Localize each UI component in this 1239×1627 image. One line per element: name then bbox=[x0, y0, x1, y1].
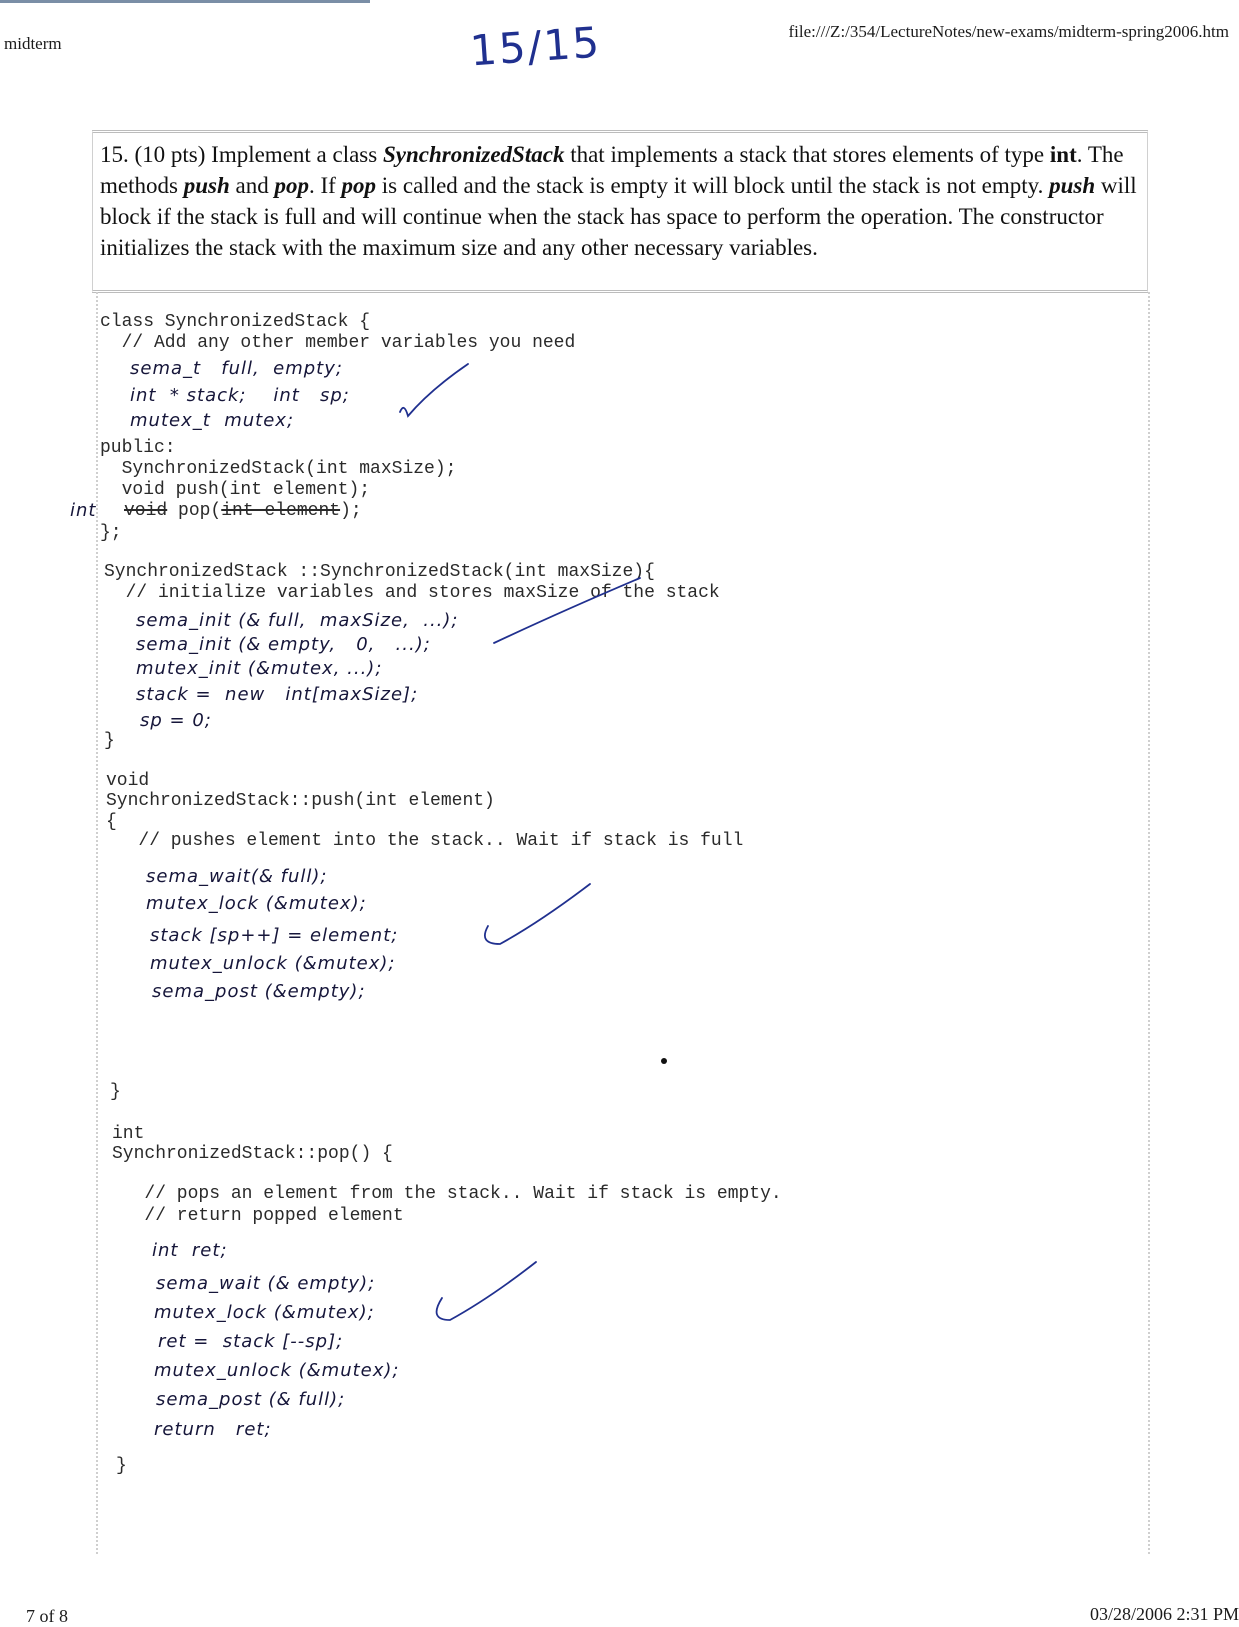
checkmark-icon bbox=[494, 578, 640, 643]
hand-pop-6: sema_post (& full); bbox=[156, 1389, 346, 1410]
class-name: SynchronizedStack bbox=[382, 142, 565, 167]
hand-pop-1: int ret; bbox=[152, 1240, 228, 1261]
page-header-url: file:///Z:/354/LectureNotes/new-exams/midterm-spring2006.htm bbox=[788, 22, 1229, 41]
hand-pop-4: ret = stack [--sp]; bbox=[158, 1331, 344, 1352]
hand-members-3: mutex_t mutex; bbox=[130, 410, 295, 431]
code-end-class: }; bbox=[100, 523, 122, 543]
hand-ctor-5: sp = 0; bbox=[140, 710, 212, 731]
code-pop-comment1: // pops an element from the stack.. Wait if stack is empty. bbox=[112, 1184, 782, 1204]
question-text: 15. (10 pts) Implement a class SynchronizedStack that implements a stack that stores elements of type int. The methods push and pop. If pop is called and the stack is empty it will block until the stack is not empty. push will block if the stack is full and will continue when the stack has space to perform the operation. The constructor initializes the stack with the maximum size and any other necessary variables. bbox=[100, 142, 1137, 260]
hand-pop-int: int bbox=[70, 500, 97, 521]
hand-pop-2: sema_wait (& empty); bbox=[156, 1273, 376, 1294]
code-ctor-def: SynchronizedStack ::SynchronizedStack(int maxSize){ bbox=[104, 562, 655, 582]
hand-pop-7: return ret; bbox=[154, 1419, 272, 1440]
hand-push-3: stack [sp++] = element; bbox=[150, 925, 399, 946]
grade-score: 15/15 bbox=[468, 17, 603, 76]
code-close-ctor: } bbox=[104, 731, 115, 751]
code-public: public: bbox=[100, 438, 176, 458]
code-close-push: } bbox=[110, 1082, 121, 1102]
hand-ctor-1: sema_init (& full, maxSize, ...); bbox=[136, 610, 459, 631]
code-pop-comment2: // return popped element bbox=[112, 1206, 404, 1226]
code-pop-def: SynchronizedStack::pop() { bbox=[112, 1144, 393, 1164]
ink-dot bbox=[661, 1058, 667, 1064]
code-pop-decl: void pop(int element); bbox=[124, 501, 362, 521]
footer-datetime: 03/28/2006 2:31 PM bbox=[1089, 1604, 1239, 1624]
code-push-comment: // pushes element into the stack.. Wait if stack is full bbox=[106, 831, 744, 851]
hand-members-1: sema_t full, empty; bbox=[130, 358, 343, 379]
code-ctor-comment: // initialize variables and stores maxSize of the stack bbox=[104, 583, 720, 603]
code-pop-ret: int bbox=[112, 1124, 145, 1144]
hand-members-2: int * stack; int sp; bbox=[130, 385, 350, 406]
hand-push-5: sema_post (&empty); bbox=[152, 981, 366, 1002]
code-class-decl: class SynchronizedStack { bbox=[100, 312, 371, 332]
code-push-decl: void push(int element); bbox=[100, 480, 371, 500]
hand-push-4: mutex_unlock (&mutex); bbox=[150, 953, 396, 974]
code-push-ret: void bbox=[106, 771, 150, 791]
code-open-brace: { bbox=[106, 812, 117, 832]
code-comment-members: // Add any other member variables you need bbox=[100, 333, 576, 353]
hand-ctor-4: stack = new int[maxSize]; bbox=[136, 684, 419, 705]
checkmark-icon bbox=[485, 884, 590, 944]
hand-push-1: sema_wait(& full); bbox=[146, 866, 328, 887]
code-ctor-decl: SynchronizedStack(int maxSize); bbox=[100, 459, 457, 479]
code-close-pop: } bbox=[116, 1456, 127, 1476]
code-push-def: SynchronizedStack::push(int element) bbox=[106, 791, 495, 811]
question-number: 15. bbox=[100, 142, 129, 167]
hand-pop-5: mutex_unlock (&mutex); bbox=[154, 1360, 400, 1381]
checkmark-icon bbox=[437, 1262, 536, 1320]
checkmark-icon bbox=[400, 364, 468, 416]
hand-pop-3: mutex_lock (&mutex); bbox=[154, 1302, 375, 1323]
footer-page-number: 7 of 8 bbox=[26, 1606, 68, 1626]
hand-ctor-2: sema_init (& empty, 0, ...); bbox=[136, 634, 431, 655]
hand-ctor-3: mutex_init (&mutex, ...); bbox=[136, 658, 383, 679]
page-header-title: midterm bbox=[4, 34, 62, 53]
hand-push-2: mutex_lock (&mutex); bbox=[146, 893, 367, 914]
